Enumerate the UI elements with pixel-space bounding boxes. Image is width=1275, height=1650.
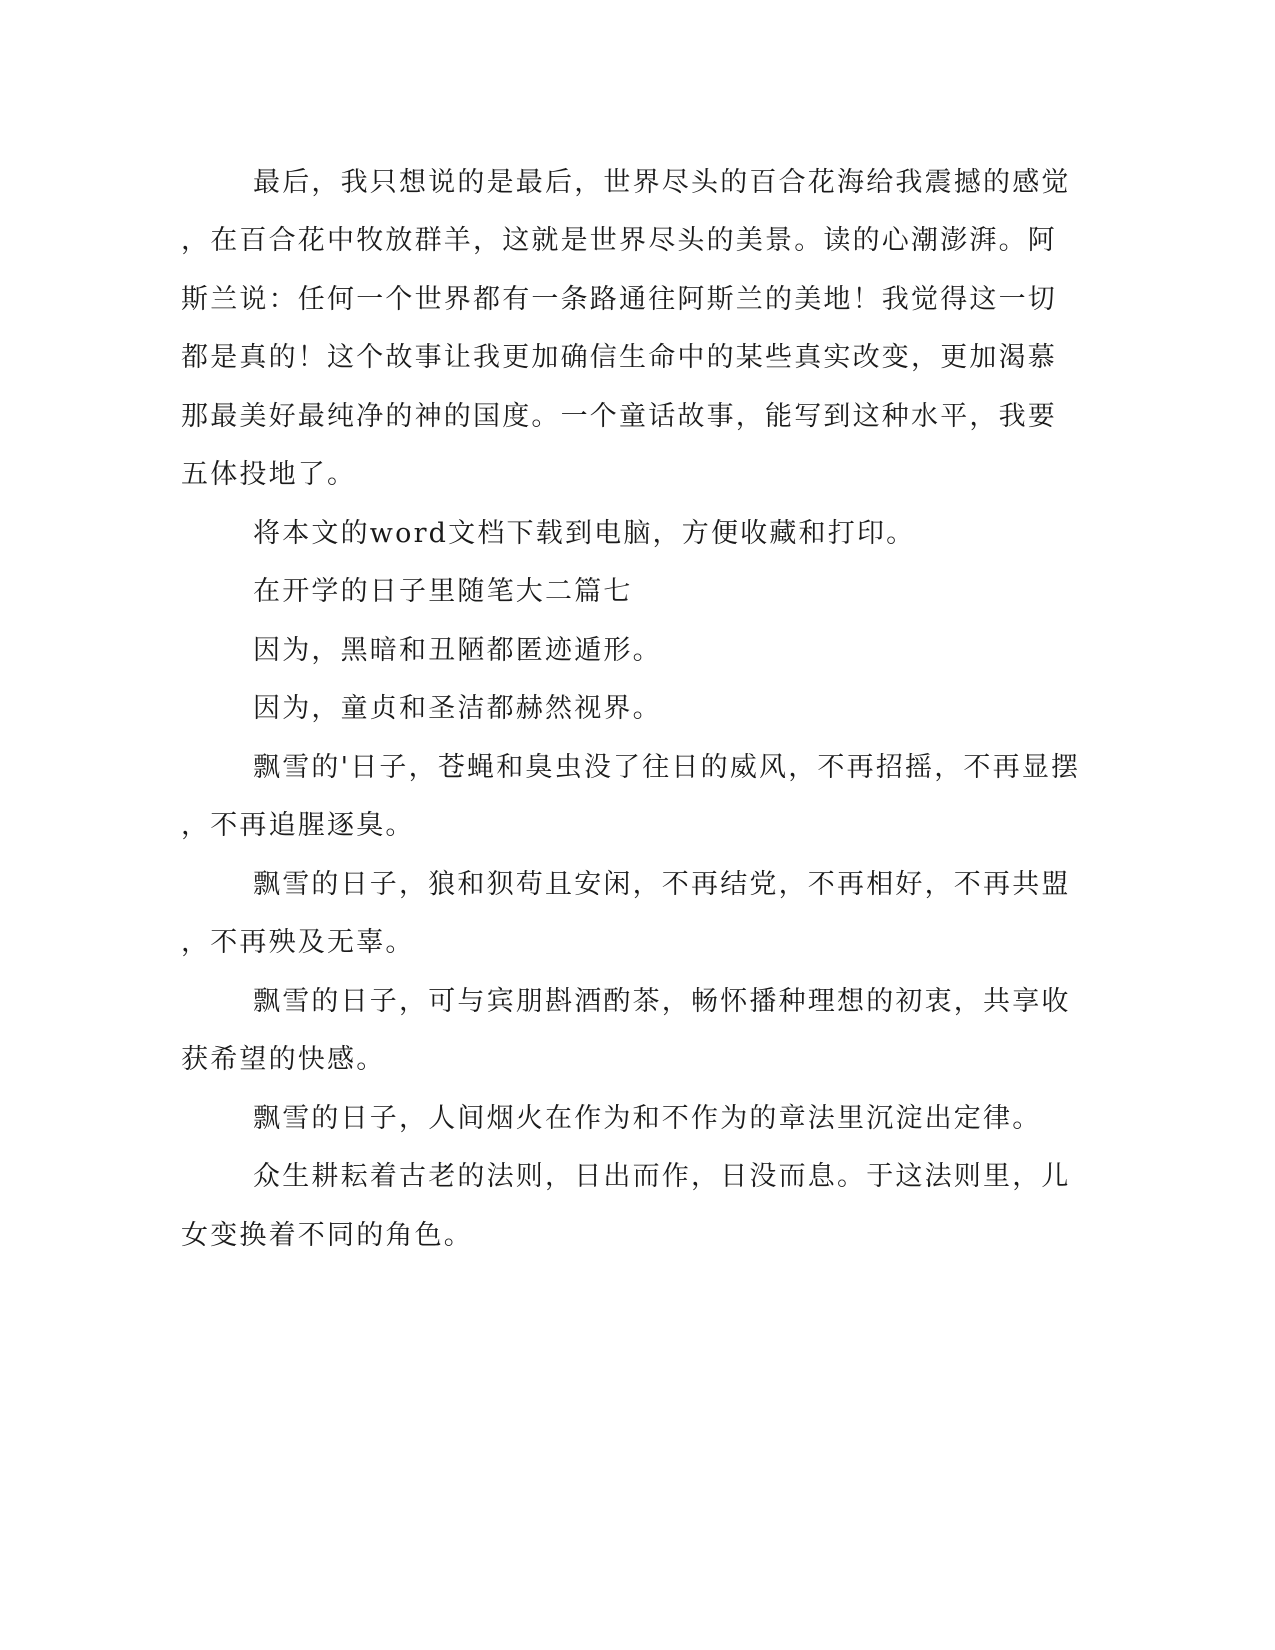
text-line: 因为，黑暗和丑陋都匿迹遁形。: [253, 635, 662, 666]
text-line: 飘雪的日子，人间烟火在作为和不作为的章法里沉淀出定律。: [253, 1103, 1042, 1134]
text-line: 将本文的word文档下载到电脑，方便收藏和打印。: [253, 518, 916, 549]
text-line: 飘雪的'日子，苍蝇和臭虫没了往日的威风，不再招摇，不再显摆: [253, 752, 1081, 783]
section-heading: 在开学的日子里随笔大二篇七: [253, 576, 633, 607]
text-line: 那最美好最纯净的神的国度。一个童话故事，能写到这种水平，我要: [181, 401, 1057, 432]
text-line: 飘雪的日子，可与宾朋斟酒酌茶，畅怀播种理想的初衷，共享收: [253, 986, 1071, 1017]
text-line: ，在百合花中牧放群羊，这就是世界尽头的美景。读的心潮澎湃。阿: [181, 225, 1057, 256]
text-line: 斯兰说：任何一个世界都有一条路通往阿斯兰的美地！我觉得这一切: [181, 284, 1057, 315]
text-line: 众生耕耘着古老的法则，日出而作，日没而息。于这法则里，儿: [253, 1161, 1071, 1192]
text-line: 获希望的快感。: [181, 1044, 386, 1075]
text-line: ，不再追腥逐臭。: [181, 810, 415, 841]
text-line: 都是真的！这个故事让我更加确信生命中的某些真实改变，更加渴慕: [181, 342, 1057, 373]
text-line: 五体投地了。: [181, 459, 357, 490]
text-line: 飘雪的日子，狼和狈苟且安闲，不再结党，不再相好，不再共盟: [253, 869, 1071, 900]
text-line: 女变换着不同的角色。: [181, 1220, 473, 1251]
text-line: 最后，我只想说的是最后，世界尽头的百合花海给我震撼的感觉: [253, 167, 1071, 198]
text-line: 因为，童贞和圣洁都赫然视界。: [253, 693, 662, 724]
text-line: ，不再殃及无辜。: [181, 927, 415, 958]
